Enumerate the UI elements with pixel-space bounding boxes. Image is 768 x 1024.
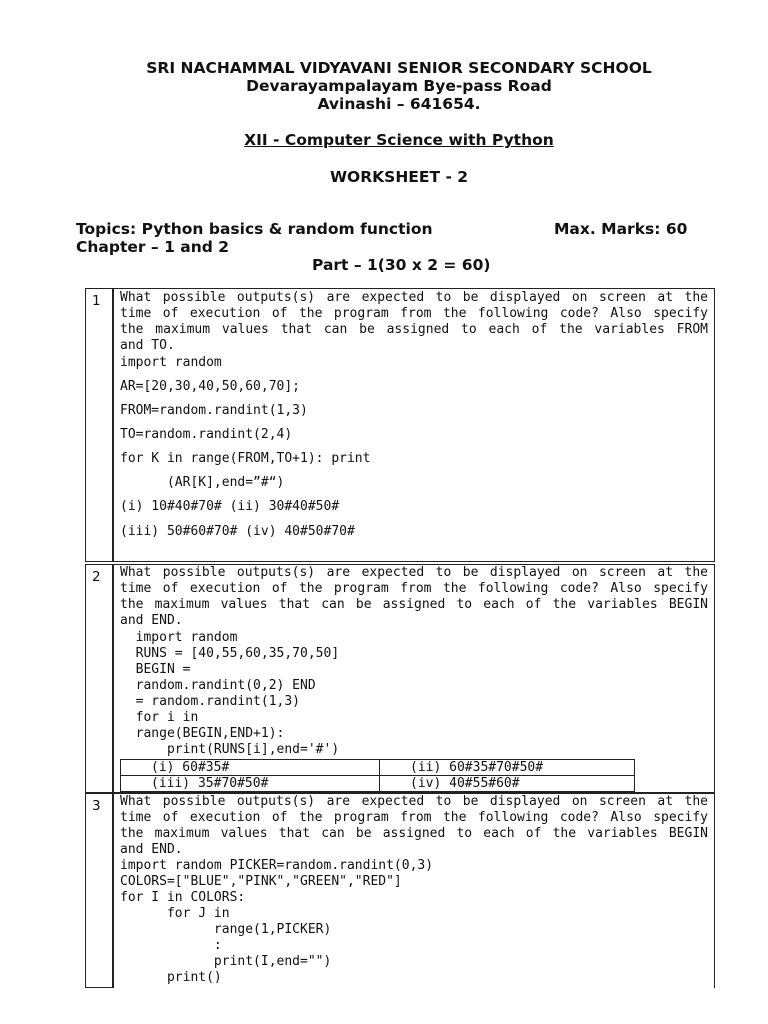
code-line: for K in range(FROM,TO+1): print (120, 451, 371, 466)
question-3-prompt-line: the maximum values that can be assigned to each of the variables BEGIN (120, 826, 708, 841)
code-line: TO=random.randint(2,4) (120, 427, 293, 442)
worksheet-title: WORKSHEET - 2 (329, 168, 469, 186)
question-table (85, 288, 715, 988)
question-number: 2 (92, 569, 101, 585)
question-1-number-cell (85, 288, 113, 562)
question-2-prompt-line: What possible outputs(s) are expected to be displayed on screen at the (120, 565, 708, 580)
code-line: random.randint(0,2) END (120, 678, 316, 693)
question-3-prompt-line: and END. (120, 842, 183, 857)
option-line: (iii) 50#60#70# (iv) 40#50#70# (120, 524, 355, 539)
question-number: 1 (92, 293, 101, 309)
question-1-body (113, 288, 715, 562)
code-line: FROM=random.randint(1,3) (120, 403, 308, 418)
code-line: print(RUNS[i],end='#') (120, 742, 340, 757)
school-address-line1: Devarayampalayam Bye-pass Road (246, 77, 552, 95)
question-number: 3 (92, 798, 101, 814)
code-line: COLORS=["BLUE","PINK","GREEN","RED"] (120, 874, 402, 889)
question-1-prompt-line: the maximum values that can be assigned to each of the variables FROM (120, 322, 708, 337)
question-2-prompt-line: time of execution of the program from the following code? Also specify (120, 581, 708, 596)
code-line: AR=[20,30,40,50,60,70]; (120, 379, 301, 394)
code-line: for i in (120, 710, 199, 725)
code-line: RUNS = [40,55,60,35,70,50] (120, 646, 340, 661)
code-line: import random PICKER=random.randint(0,3) (120, 858, 434, 873)
course-title: XII - Computer Science with Python (244, 131, 554, 149)
code-line: for J in (120, 906, 230, 921)
question-2-body (113, 564, 715, 793)
code-line: import random (120, 355, 222, 370)
question-1-prompt-line: What possible outputs(s) are expected to be displayed on screen at the (120, 290, 708, 305)
question-3-prompt-line: time of execution of the program from the following code? Also specify (120, 810, 708, 825)
school-address-line2: Avinashi – 641654. (317, 95, 481, 113)
code-line: for I in COLORS: (120, 890, 246, 905)
code-line: : (120, 938, 222, 953)
table-bottom-edge (85, 987, 113, 988)
part-label: Part – 1(30 x 2 = 60) (312, 256, 491, 274)
code-line: print() (120, 970, 222, 985)
code-line: import random (120, 630, 238, 645)
question-3-prompt-line: What possible outputs(s) are expected to be displayed on screen at the (120, 794, 708, 809)
topics-label: Topics: Python basics & random function (76, 220, 433, 238)
question-1-prompt-line: and TO. (120, 338, 175, 353)
option-cell: (i) 60#35# (121, 760, 380, 776)
chapter-label: Chapter – 1 and 2 (76, 238, 230, 256)
code-line: range(1,PICKER) (120, 922, 332, 937)
option-cell: (ii) 60#35#70#50# (380, 760, 635, 776)
school-name: SRI NACHAMMAL VIDYAVANI SENIOR SECONDARY SCHOOL (146, 59, 652, 77)
question-2-prompt-line: and END. (120, 613, 183, 628)
option-cell: (iv) 40#55#60# (380, 776, 635, 792)
question-2-prompt-line: the maximum values that can be assigned to each of the variables BEGIN (120, 597, 708, 612)
question-3-body (113, 793, 715, 988)
code-line: (AR[K],end=”#“) (120, 475, 285, 490)
code-line: BEGIN = (120, 662, 191, 677)
option-cell: (iii) 35#70#50# (121, 776, 380, 792)
question-3-number-cell (85, 793, 113, 988)
question-2-options-table (120, 759, 635, 792)
question-2-number-cell (85, 564, 113, 793)
code-line: = random.randint(1,3) (120, 694, 301, 709)
code-line: range(BEGIN,END+1): (120, 726, 285, 741)
max-marks-label: Max. Marks: 60 (554, 220, 688, 238)
question-1-prompt-line: time of execution of the program from the following code? Also specify (120, 306, 708, 321)
option-line: (i) 10#40#70# (ii) 30#40#50# (120, 499, 340, 514)
code-line: print(I,end="") (120, 954, 332, 969)
